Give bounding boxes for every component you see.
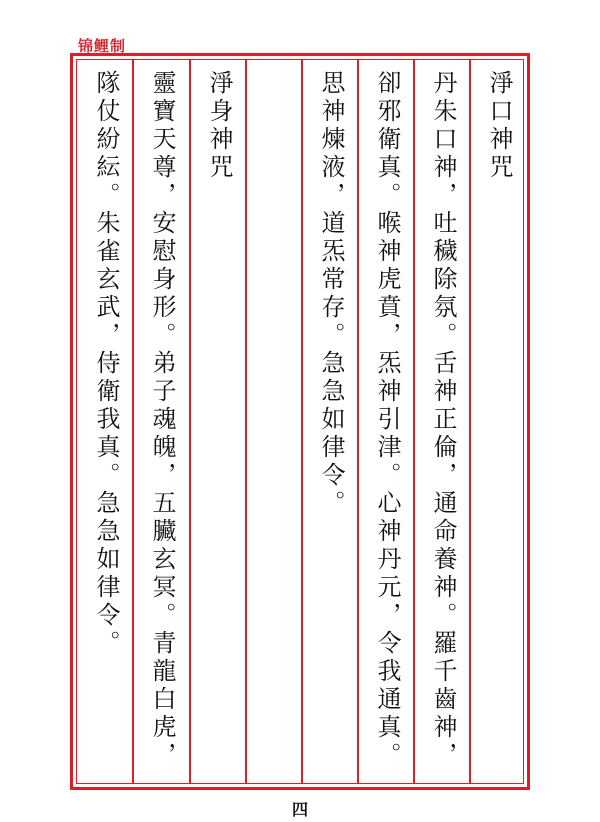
column-rule (132, 59, 134, 784)
column-rule (413, 59, 415, 784)
heading-mouth-mantra: 淨口神咒 (485, 70, 513, 182)
column-rule (245, 59, 247, 784)
brand-mark: 锦鲤制 (78, 37, 127, 55)
text-column: 隊仗紛紜。朱雀玄武，侍衛我真。急急如律令。 (92, 70, 120, 658)
text-column: 丹朱口神，吐穢除氛。舌神正倫，通命養神。羅千齒神， (429, 70, 457, 770)
column-rule (469, 59, 471, 784)
page-number: 四 (291, 800, 308, 819)
column-rule (189, 59, 191, 784)
heading-body-mantra: 淨身神咒 (205, 70, 233, 182)
column-rule (301, 59, 303, 784)
text-column: 思神煉液，道炁常存。急急如律令。 (317, 70, 345, 518)
text-column: 靈寶天尊，安慰身形。弟子魂魄，五臟玄冥。青龍白虎， (148, 70, 176, 770)
text-column: 卻邪衛真。喉神虎賁，炁神引津。心神丹元，令我通真。 (373, 70, 401, 770)
column-rule (357, 59, 359, 784)
